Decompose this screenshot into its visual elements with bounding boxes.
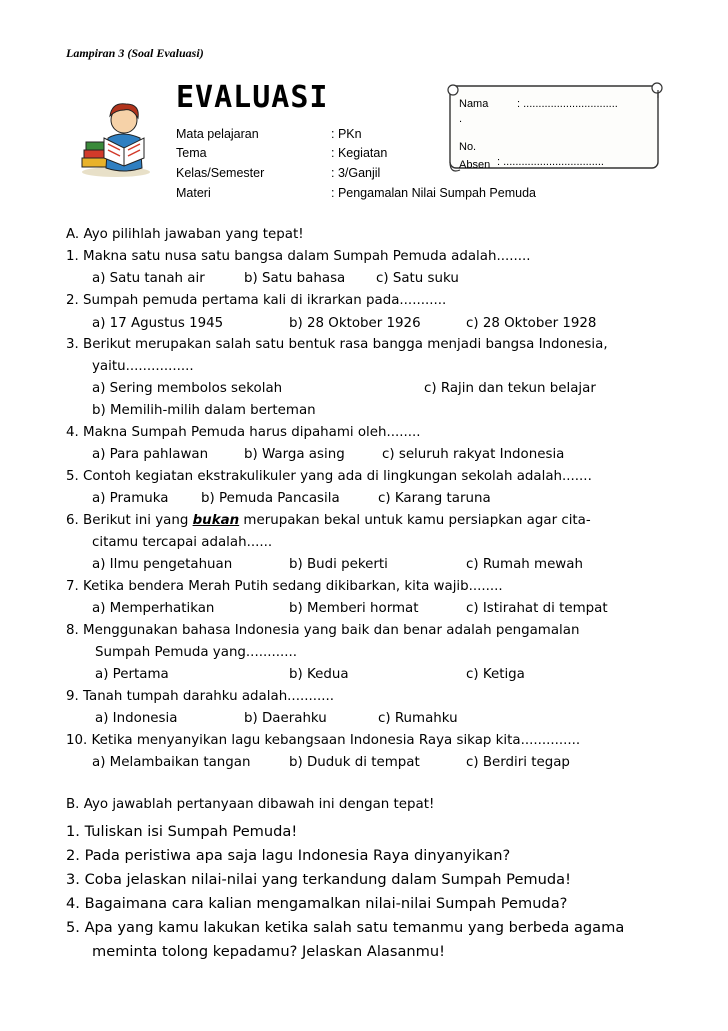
option-a3-a: a) Sering membolos sekolah [92,381,283,396]
question-b3: 3. Coba jelaskan nilai-nilai yang terkandung dalam Sumpah Pemuda! [66,871,571,888]
option-a4-c: c) seluruh rakyat Indonesia [382,447,565,462]
page-title: EVALUASI [176,80,329,115]
option-a1-c: c) Satu suku [376,271,459,286]
option-a9-a: a) Indonesia [95,711,178,726]
section-b-header: B. Ayo jawablah pertanyaan dibawah ini dengan tepat! [66,797,435,812]
lampiran-label: Lampiran 3 (Soal Evaluasi) [66,46,204,60]
option-a1-a: a) Satu tanah air [92,271,205,286]
question-b4: 4. Bagaimana cara kalian mengamalkan nilai-nilai Sumpah Pemuda? [66,895,568,912]
question-b1: 1. Tuliskan isi Sumpah Pemuda! [66,823,298,840]
option-a7-a: a) Memperhatikan [92,601,215,616]
meta-value-material: : Pengamalan Nilai Sumpah Pemuda [331,186,536,200]
option-a3-b: b) Memilih-milih dalam berteman [92,403,316,418]
option-a5-c: c) Karang taruna [378,491,491,506]
name-field: : ............................... [517,98,618,110]
question-a2: 2. Sumpah pemuda pertama kali di ikrarkan pada........... [66,293,447,308]
question-b5: 5. Apa yang kamu lakukan ketika salah satu temanmu yang berbeda agama [66,919,625,936]
option-a7-b: b) Memberi hormat [289,601,419,616]
option-a10-b: b) Duduk di tempat [289,755,420,770]
meta-label-material: Materi [176,186,211,200]
option-a6-a: a) Ilmu pengetahuan [92,557,233,572]
option-a3-c: c) Rajin dan tekun belajar [424,381,596,396]
question-a5: 5. Contoh kegiatan ekstrakulikuler yang ada di lingkungan sekolah adalah....... [66,469,592,484]
option-a8-c: c) Ketiga [466,667,525,682]
option-a7-c: c) Istirahat di tempat [466,601,608,616]
meta-value-subject: : PKn [331,127,362,141]
meta-label-subject: Mata pelajaran [176,127,259,141]
question-a6-suffix: merupakan bekal untuk kamu persiapkan agar cita- [239,513,591,528]
option-a2-c: c) 28 Oktober 1928 [466,316,597,331]
option-a10-c: c) Berdiri tegap [466,755,570,770]
option-a2-b: b) 28 Oktober 1926 [289,316,421,331]
child-reading-illustration [78,98,156,178]
question-a7: 7. Ketika bendera Merah Putih sedang dikibarkan, kita wajib........ [66,579,503,594]
option-a8-a: a) Pertama [95,667,169,682]
question-a6-continued: citamu tercapai adalah...... [92,535,273,550]
question-a3-continued: yaitu................ [92,359,194,374]
question-a9: 9. Tanah tumpah darahku adalah........... [66,689,335,704]
absence-number-label: No. Absen [459,141,491,171]
question-a1: 1. Makna satu nusa satu bangsa dalam Sumpah Pemuda adalah........ [66,249,531,264]
question-a6-emphasis: bukan [192,513,240,528]
meta-value-theme: : Kegiatan [331,146,388,160]
meta-label-class: Kelas/Semester [176,166,265,180]
option-a9-b: b) Daerahku [244,711,327,726]
option-a4-b: b) Warga asing [244,447,345,462]
option-a6-b: b) Budi pekerti [289,557,388,572]
section-a-header: A. Ayo pilihlah jawaban yang tepat! [66,227,304,242]
question-b2: 2. Pada peristiwa apa saja lagu Indonesia Raya dinyanyikan? [66,847,511,864]
question-a6 [66,513,591,528]
absence-number-field: : ................................. [497,156,604,168]
question-a3: 3. Berikut merupakan salah satu bentuk rasa bangga menjadi bangsa Indonesia, [66,337,608,352]
option-a6-c: c) Rumah mewah [466,557,583,572]
name-label: Nama [459,98,489,110]
meta-label-theme: Tema [176,146,207,160]
question-a10: 10. Ketika menyanyikan lagu kebangsaan Indonesia Raya sikap kita.............. [66,733,581,748]
scroll-dot: . [459,113,463,125]
question-a8: 8. Menggunakan bahasa Indonesia yang baik dan benar adalah pengamalan [66,623,580,638]
option-a10-a: a) Melambaikan tangan [92,755,251,770]
option-a5-a: a) Pramuka [92,491,169,506]
option-a1-b: b) Satu bahasa [244,271,346,286]
option-a5-b: b) Pemuda Pancasila [201,491,340,506]
option-a4-a: a) Para pahlawan [92,447,209,462]
option-a9-c: c) Rumahku [378,711,458,726]
question-b5-continued: meminta tolong kepadamu? Jelaskan Alasanmu! [92,943,445,960]
question-a4: 4. Makna Sumpah Pemuda harus dipahami oleh........ [66,425,421,440]
question-a8-continued: Sumpah Pemuda yang............ [95,645,298,660]
question-a6-prefix: 6. Berikut ini yang [66,513,193,528]
option-a8-b: b) Kedua [289,667,349,682]
option-a2-a: a) 17 Agustus 1945 [92,316,224,331]
meta-value-class: : 3/Ganjil [331,166,381,180]
